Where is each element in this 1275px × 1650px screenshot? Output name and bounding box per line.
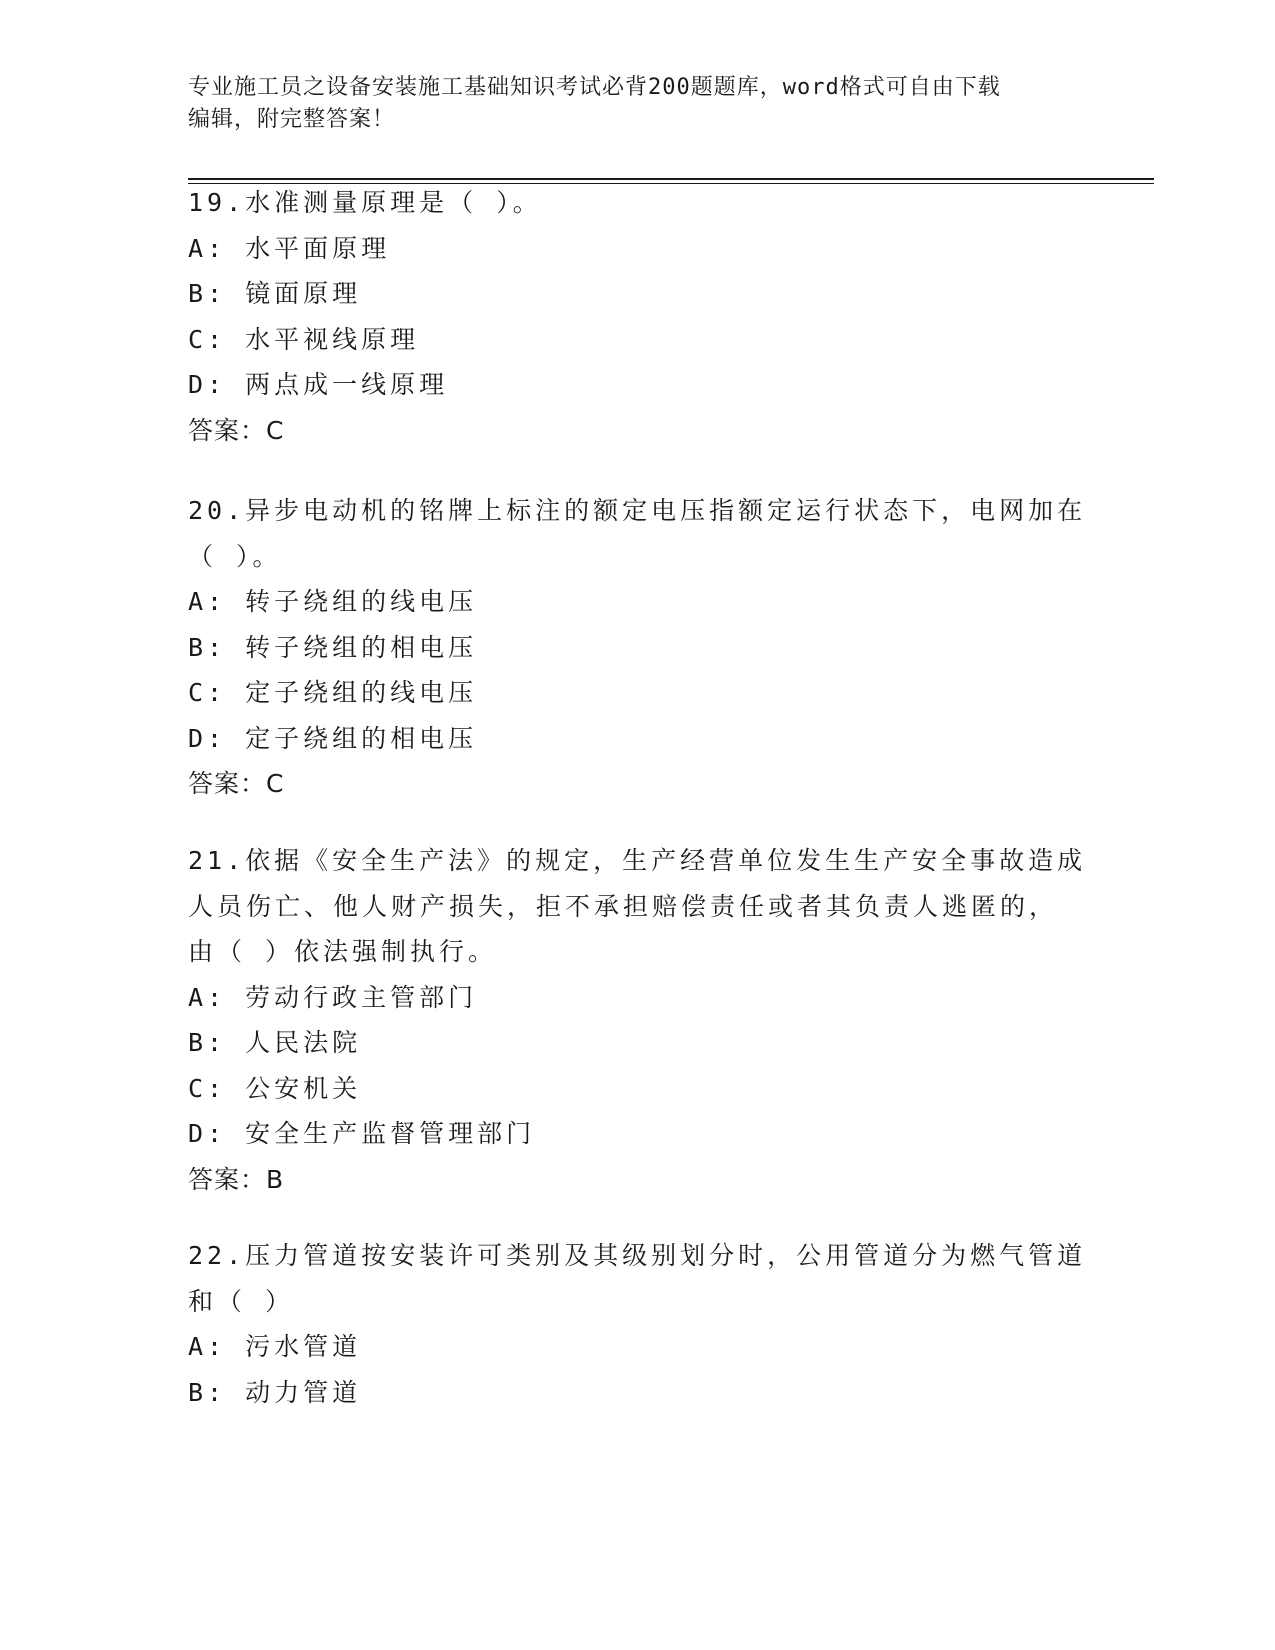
option-a: A: 水平面原理 <box>188 233 391 263</box>
answer-line: 答案：C <box>188 415 285 445</box>
option-b: B: 人民法院 <box>188 1028 362 1057</box>
option-d: D: 安全生产监督管理部门 <box>188 1119 536 1148</box>
option-b: B: 转子绕组的相电压 <box>188 632 478 662</box>
option-a: A: 转子绕组的线电压 <box>188 587 478 616</box>
option-b: B: 镜面原理 <box>188 279 362 308</box>
option-d: D: 两点成一线原理 <box>188 370 449 399</box>
question-stem: 由（ ）依法强制执行。 <box>188 937 498 966</box>
option-d: D: 定子绕组的相电压 <box>188 723 478 753</box>
option-b: B: 动力管道 <box>188 1377 362 1407</box>
question-19 <box>188 180 1088 453</box>
option-a: A: 劳动行政主管部门 <box>188 982 478 1012</box>
question-stem: （ ）。 <box>188 541 282 571</box>
answer-line: 答案：B <box>188 1164 285 1194</box>
question-stem: 20.异步电动机的铭牌上标注的额定电压指额定运行状态下，电网加在 <box>188 496 1087 525</box>
document-header <box>188 72 1088 136</box>
option-a: A: 污水管道 <box>188 1332 362 1361</box>
option-c: C: 公安机关 <box>188 1073 362 1103</box>
question-stem: 19.水准测量原理是（ ）。 <box>188 188 542 217</box>
question-21 <box>188 838 1088 1202</box>
option-c: C: 定子绕组的线电压 <box>188 678 478 707</box>
question-stem: 22.压力管道按安装许可类别及其级别划分时，公用管道分为燃气管道 <box>188 1241 1087 1270</box>
question-22 <box>188 1233 1088 1415</box>
question-20 <box>188 488 1088 807</box>
answer-line: 答案：C <box>188 769 285 798</box>
question-stem: 人员伤亡、他人财产损失，拒不承担赔偿责任或者其负责人逃匿的， <box>188 891 1059 921</box>
question-stem: 21.依据《安全生产法》的规定，生产经营单位发生生产安全事故造成 <box>188 846 1087 875</box>
header-line-1: 专业施工员之设备安装施工基础知识考试必背200题题库，word格式可自由下载 <box>188 75 1001 100</box>
header-line-2: 编辑，附完整答案！ <box>188 107 396 132</box>
question-stem: 和（ ） <box>188 1286 295 1316</box>
option-c: C: 水平视线原理 <box>188 324 420 354</box>
